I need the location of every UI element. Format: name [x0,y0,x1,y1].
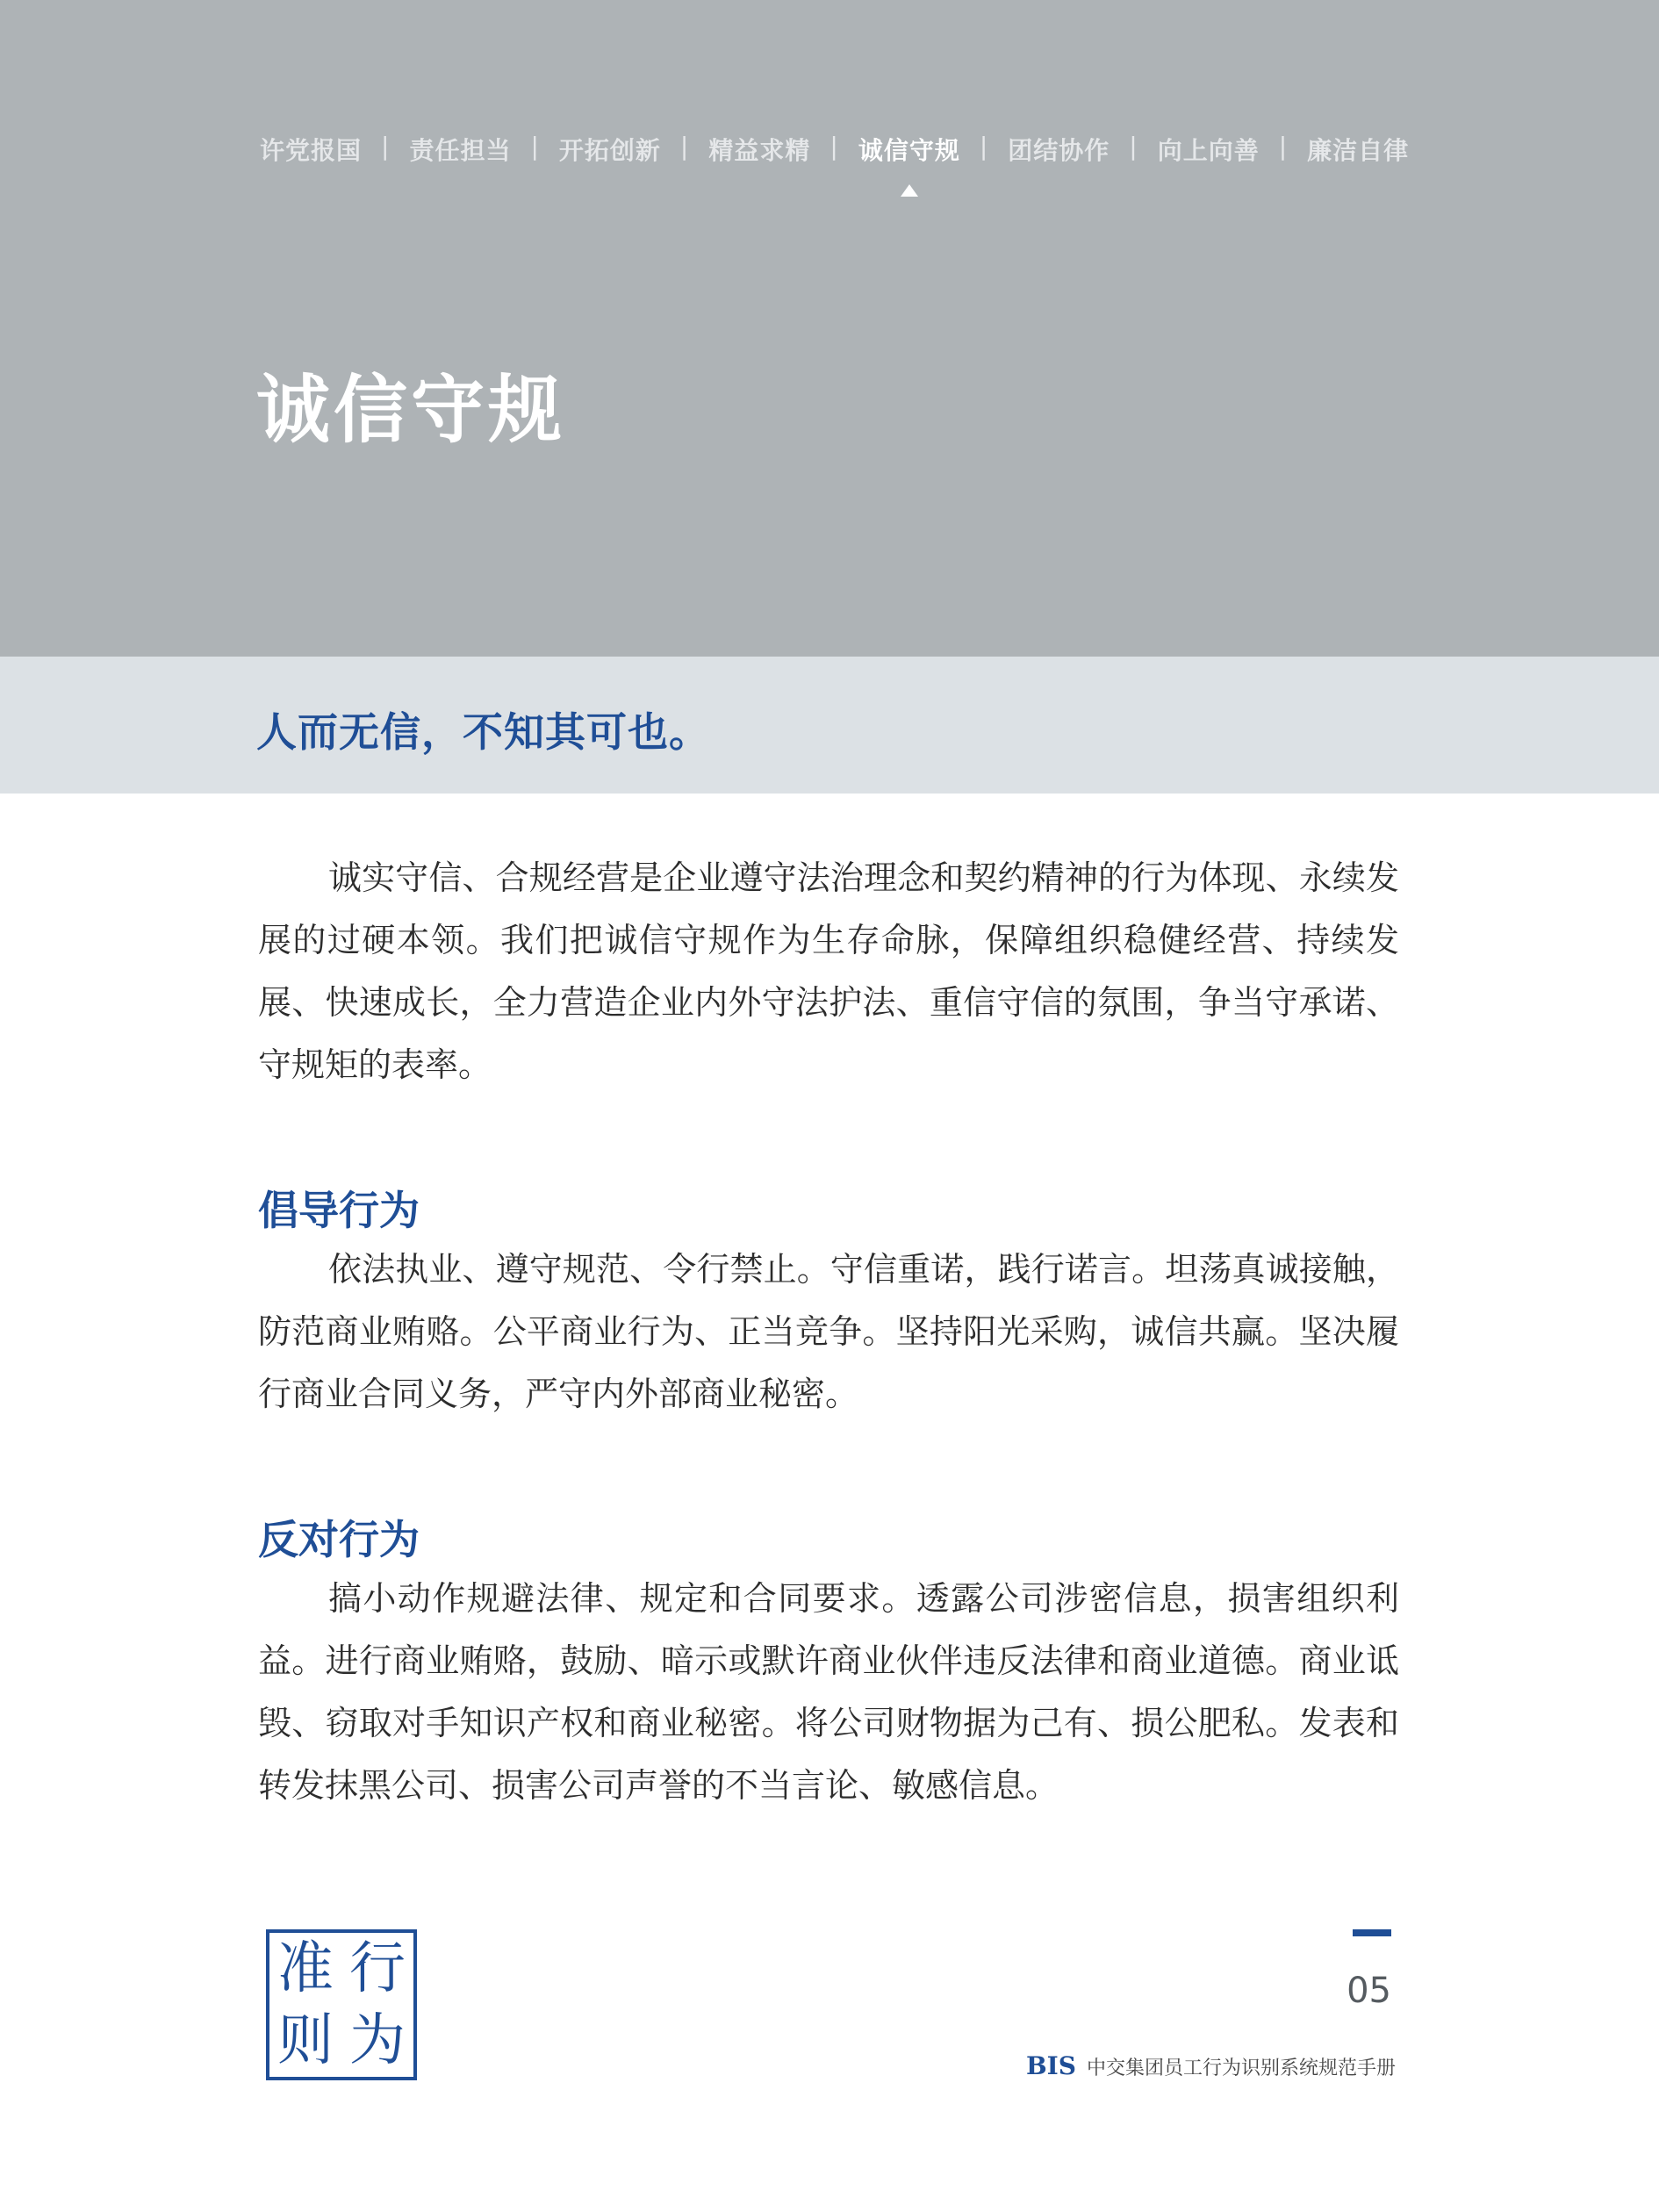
seal-logo [266,1929,417,2080]
nav-item-1[interactable]: 许党报国 [260,136,363,165]
section-heading-encouraged: 倡导行为 [258,1187,420,1234]
seal-char: 行 [349,1936,406,2001]
nav-item-3[interactable]: 开拓创新 [558,136,661,165]
nav-separator: | [679,132,690,161]
quote-band [0,657,1659,794]
footer-text: 中交集团员工行为识别系统规范手册 [1086,2058,1396,2079]
nav-separator: | [1129,132,1138,161]
caret-up-icon [901,184,918,197]
nav-separator: | [530,132,540,161]
footer [966,2051,1396,2080]
nav-item-5-active[interactable] [858,132,960,167]
main-content [258,847,1399,1817]
nav-separator: | [1278,132,1289,161]
nav-separator: | [830,132,839,161]
section-heading-opposed: 反对行为 [258,1516,420,1563]
nav-item-2[interactable]: 责任担当 [409,136,512,165]
quote-text: 人而无信，不知其可也。 [256,708,710,756]
seal-char: 则 [277,2008,334,2073]
nav-separator: | [979,132,989,161]
chapter-nav [260,132,1489,202]
page-title: 诚信守规 [256,367,566,453]
page-number: 05 [1347,1971,1391,2011]
nav-item-7[interactable]: 向上向善 [1157,136,1260,165]
nav-item-4[interactable]: 精益求精 [708,136,811,165]
header-banner [0,0,1659,657]
nav-separator: | [381,132,391,161]
section-body-opposed: 搞小动作规避法律、规定和合同要求。透露公司涉密信息，损害组织利益。进行商业贿赂，鼓励、暗示或默许商业伙伴违反法律和商业道德。商业诋毁、窃取对手知识产权和商业秘密。将公司财物据为己有、损公肥私。发表和转发抹黑公司、损害公司声誉的不当言论、敏感信息。 [258,1579,1399,1805]
nav-item-8[interactable]: 廉洁自律 [1307,136,1410,165]
seal-char: 为 [349,2008,406,2073]
seal-char: 准 [277,1936,334,2001]
nav-item-6[interactable]: 团结协作 [1008,136,1110,165]
page-marker [1353,1929,1391,1936]
section-body-encouraged: 依法执业、遵守规范、令行禁止。守信重诺，践行诺言。坦荡真诚接触，防范商业贿赂。公平商业行为、正当竞争。坚持阳光采购，诚信共赢。坚决履行商业合同义务，严守内外部商业秘密。 [258,1250,1399,1413]
nav-item-label: 诚信守规 [858,136,960,165]
intro-paragraph: 诚实守信、合规经营是企业遵守法治理念和契约精神的行为体现、永续发展的过硬本领。我们把诚信守规作为生存命脉，保障组织稳健经营、持续发展、快速成长，全力营造企业内外守法护法、重信守信的氛围，争当守承诺、守规矩的表率。 [258,858,1399,1084]
footer-brand: BIS [1026,2051,1076,2080]
